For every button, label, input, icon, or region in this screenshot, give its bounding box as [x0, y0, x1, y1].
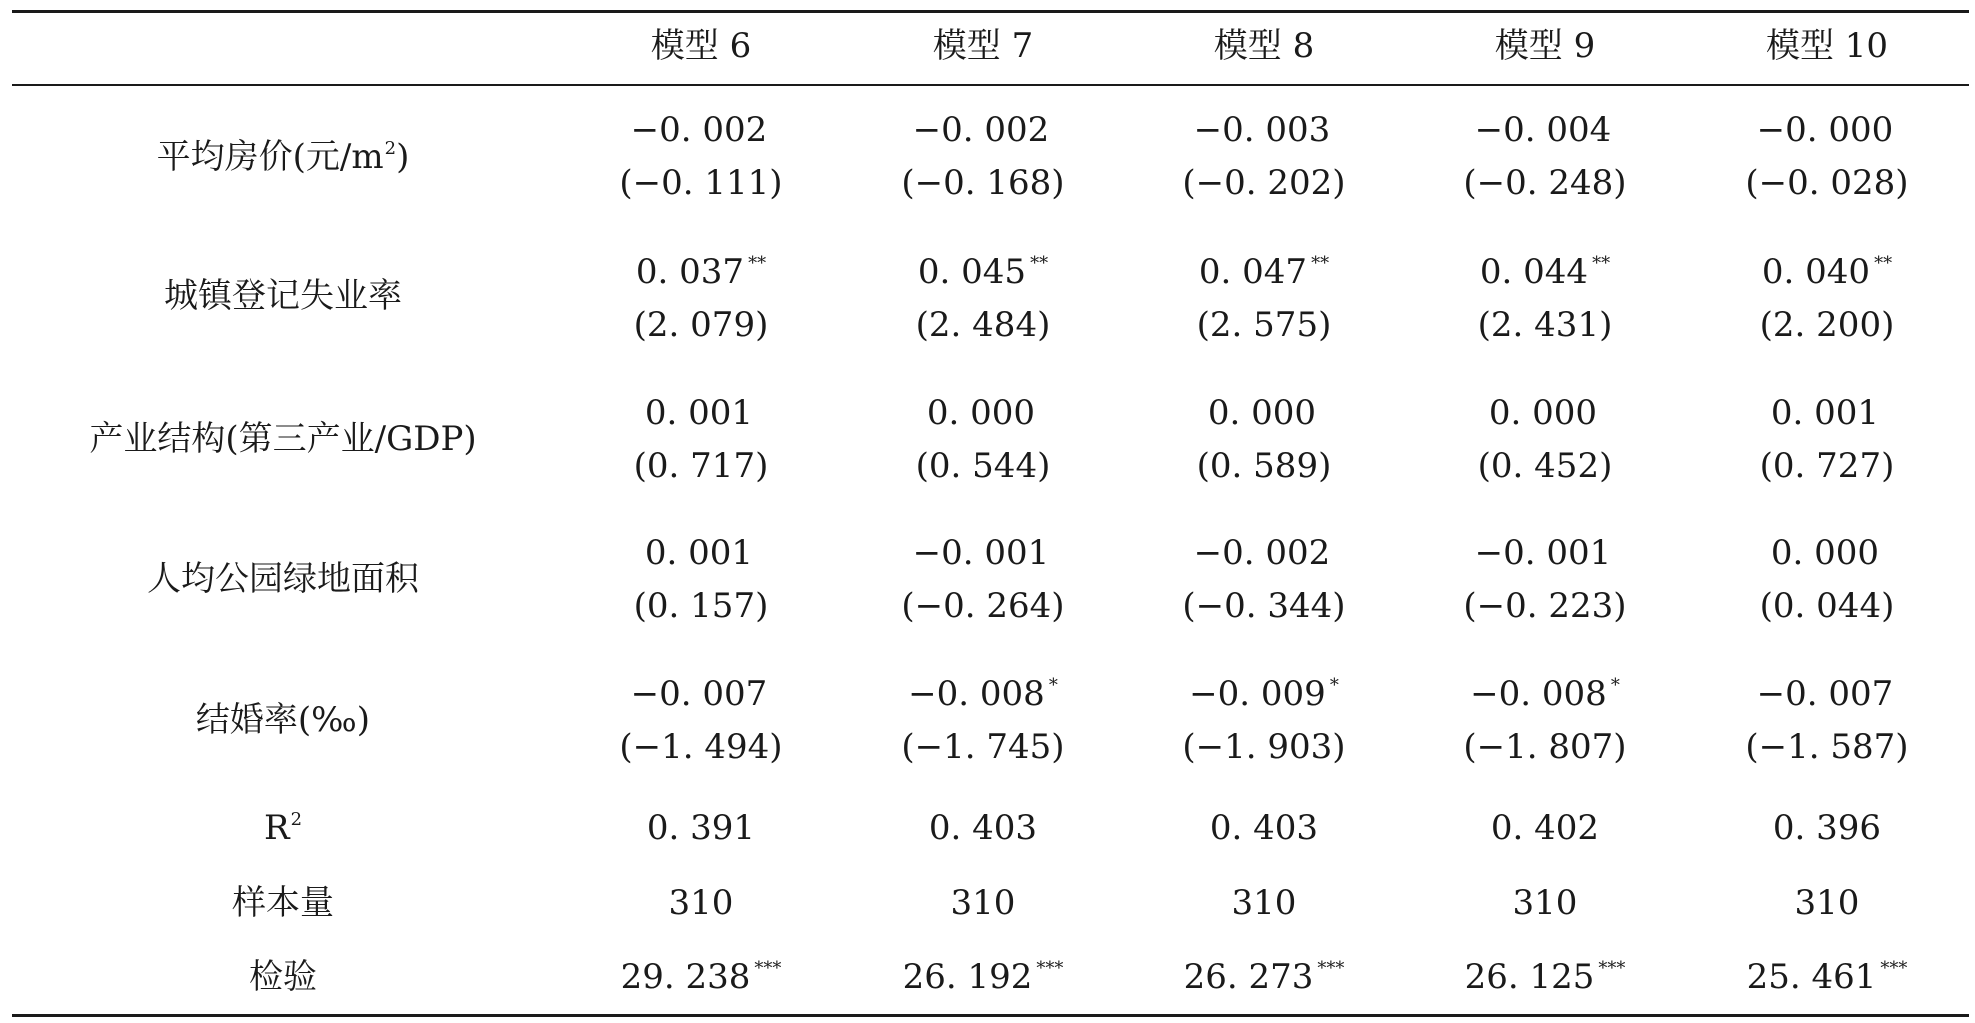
coef-cell: −0. 002: [1193, 533, 1331, 573]
row-label-industrial-structure: 产业结构(第三产业/GDP): [89, 419, 477, 459]
table-top-rule: [12, 10, 1969, 13]
coef-cell: −0. 001: [1474, 533, 1612, 573]
row-label-r-squared: $R^2$: [263, 808, 303, 848]
t-stat-cell: (−1. 494): [619, 727, 783, 767]
coef-cell: 0. 000: [1770, 533, 1880, 573]
coef-cell: 0. 045 **: [917, 252, 1049, 292]
coef-cell: −0. 002: [630, 110, 768, 150]
stat-cell: 310: [1794, 883, 1860, 923]
stat-cell: 26. 273 ***: [1183, 957, 1345, 997]
stat-cell: 0. 402: [1490, 808, 1600, 848]
t-stat-cell: (−0. 223): [1463, 586, 1627, 626]
coef-cell: 0. 001: [1770, 393, 1880, 433]
stat-cell: 310: [668, 883, 734, 923]
stat-cell: 29. 238 ***: [620, 957, 782, 997]
stat-cell: 25. 461 ***: [1746, 957, 1908, 997]
coef-cell: 0. 000: [1207, 393, 1317, 433]
t-stat-cell: (2. 575): [1196, 305, 1332, 345]
column-header-model-8: 模型 8: [1213, 26, 1315, 66]
coef-cell: −0. 009 *: [1189, 674, 1339, 714]
t-stat-cell: (−1. 807): [1463, 727, 1627, 767]
table-header-rule: [12, 84, 1969, 86]
coef-cell: −0. 008 *: [1470, 674, 1620, 714]
t-stat-cell: (−1. 903): [1182, 727, 1346, 767]
coef-cell: 0. 001: [644, 533, 754, 573]
t-stat-cell: (−0. 028): [1745, 163, 1909, 203]
t-stat-cell: (−1. 745): [901, 727, 1065, 767]
row-label-sample-size: 样本量: [232, 883, 334, 923]
coef-cell: 0. 044 **: [1479, 252, 1611, 292]
stat-cell: 0. 396: [1772, 808, 1882, 848]
t-stat-cell: (−0. 264): [901, 586, 1065, 626]
t-stat-cell: (0. 589): [1196, 446, 1332, 486]
coef-cell: −0. 001: [912, 533, 1050, 573]
coef-cell: 0. 001: [644, 393, 754, 433]
t-stat-cell: (0. 717): [633, 446, 769, 486]
coef-cell: 0. 047 **: [1198, 252, 1330, 292]
t-stat-cell: (−0. 344): [1182, 586, 1346, 626]
t-stat-cell: (2. 079): [633, 305, 769, 345]
t-stat-cell: (−0. 248): [1463, 163, 1627, 203]
t-stat-cell: (0. 452): [1477, 446, 1613, 486]
table-bottom-rule: [12, 1014, 1969, 1017]
row-label-avg-house-price: 平均房价(元$/m^2$): [156, 137, 410, 177]
row-label-unemployment-rate: 城镇登记失业率: [164, 276, 402, 316]
t-stat-cell: (−1. 587): [1745, 727, 1909, 767]
stat-cell: 310: [950, 883, 1016, 923]
stat-cell: 26. 125 ***: [1464, 957, 1626, 997]
t-stat-cell: (0. 157): [633, 586, 769, 626]
coef-cell: −0. 000: [1756, 110, 1894, 150]
t-stat-cell: (0. 044): [1759, 586, 1895, 626]
coef-cell: 0. 000: [926, 393, 1036, 433]
t-stat-cell: (−0. 168): [901, 163, 1065, 203]
coef-cell: 0. 000: [1488, 393, 1598, 433]
stat-cell: 0. 403: [928, 808, 1038, 848]
t-stat-cell: (−0. 111): [619, 163, 783, 203]
row-label-park-green-area: 人均公园绿地面积: [147, 559, 419, 599]
coef-cell: −0. 004: [1474, 110, 1612, 150]
t-stat-cell: (2. 431): [1477, 305, 1613, 345]
column-header-model-10: 模型 10: [1765, 26, 1889, 66]
stat-cell: 310: [1231, 883, 1297, 923]
t-stat-cell: (0. 544): [915, 446, 1051, 486]
column-header-model-9: 模型 9: [1494, 26, 1596, 66]
row-label-marriage-rate: 结婚率(‰): [195, 700, 371, 740]
coef-cell: −0. 002: [912, 110, 1050, 150]
coef-cell: −0. 008 *: [908, 674, 1058, 714]
t-stat-cell: (2. 484): [915, 305, 1051, 345]
stat-cell: 310: [1512, 883, 1578, 923]
coef-cell: −0. 007: [630, 674, 768, 714]
stat-cell: 26. 192 ***: [902, 957, 1064, 997]
coef-cell: 0. 040 **: [1761, 252, 1893, 292]
t-stat-cell: (−0. 202): [1182, 163, 1346, 203]
coef-cell: −0. 003: [1193, 110, 1331, 150]
t-stat-cell: (2. 200): [1759, 305, 1895, 345]
coef-cell: −0. 007: [1756, 674, 1894, 714]
stat-cell: 0. 403: [1209, 808, 1319, 848]
column-header-model-7: 模型 7: [932, 26, 1034, 66]
column-header-model-6: 模型 6: [650, 26, 752, 66]
t-stat-cell: (0. 727): [1759, 446, 1895, 486]
stat-cell: 0. 391: [646, 808, 756, 848]
coef-cell: 0. 037 **: [635, 252, 767, 292]
row-label-test: 检验: [249, 957, 317, 997]
